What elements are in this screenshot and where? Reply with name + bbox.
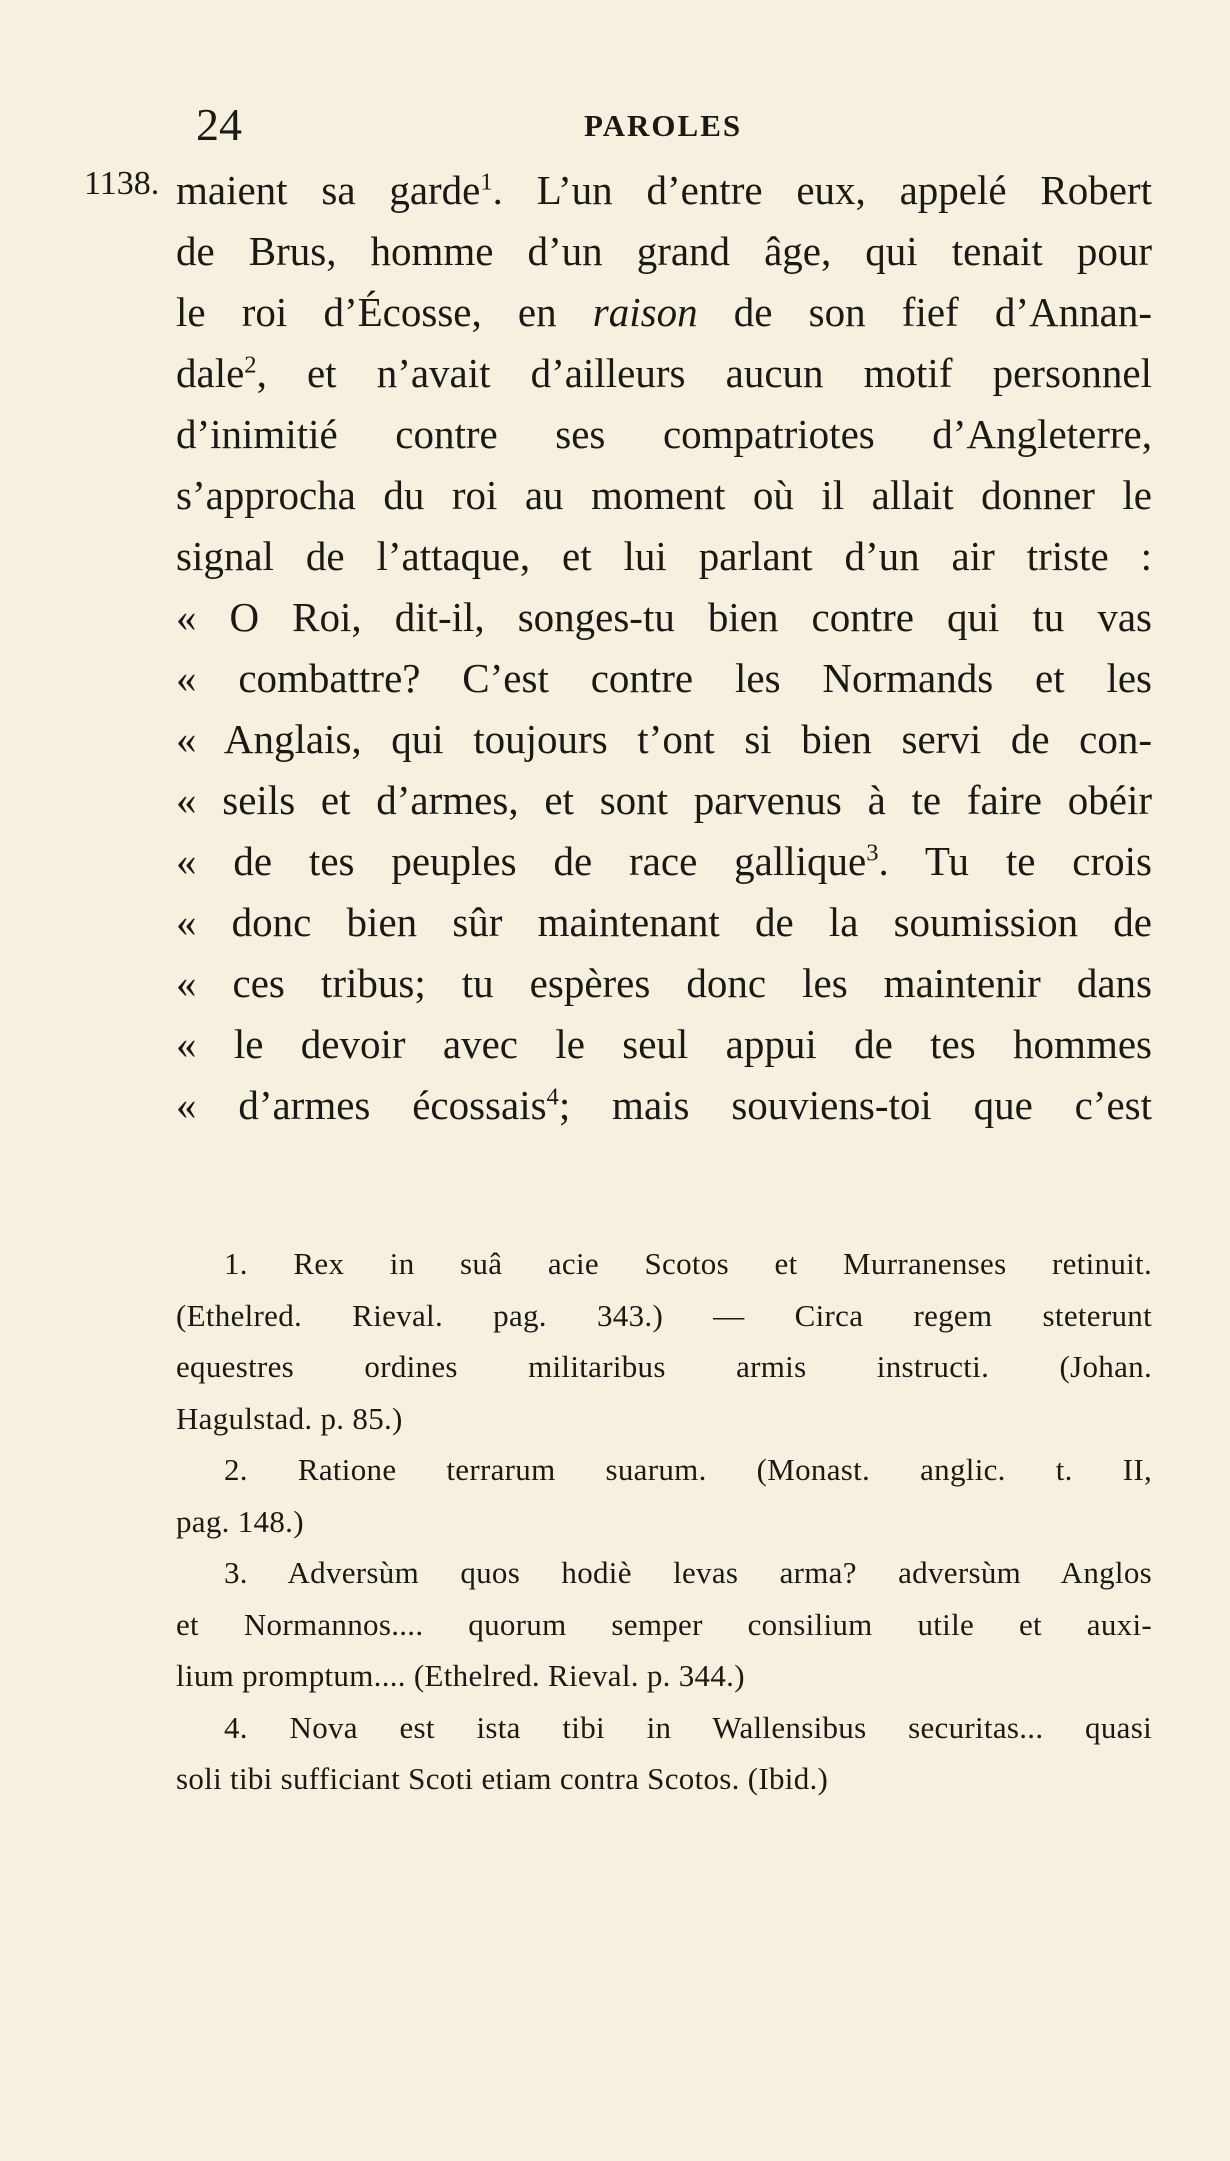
footnote-line: equestres ordines militaribus armis instructi. (Johan. (176, 1349, 1152, 1384)
footnote-line: 1. Rex in suâ acie Scotos et Murranenses retinuit. (224, 1246, 1152, 1281)
footnote-line: et Normannos.... quorum semper consilium utile et auxi- (176, 1606, 1152, 1642)
footnote-line: 4. Nova est ista tibi in Wallensibus securitas... quasi (224, 1709, 1152, 1745)
body-line: « O Roi, dit-il, songes-tu bien contre qui tu vas (176, 594, 1152, 640)
footnote-line: Hagulstad. p. 85.) (176, 1400, 403, 1436)
body-line: « le devoir avec le seul appui de tes hommes (176, 1021, 1152, 1067)
body-line: « Anglais, qui toujours t’ont si bien servi de con- (176, 716, 1152, 762)
body-line: « donc bien sûr maintenant de la soumission de (176, 899, 1152, 945)
body-line: d’inimitié contre ses compatriotes d’Angleterre, (176, 411, 1152, 457)
body-line: « ces tribus; tu espères donc les maintenir dans (176, 960, 1152, 1006)
running-title: PAROLES (584, 108, 743, 143)
body-line: « combattre? C’est contre les Normands et les (176, 655, 1152, 701)
body-line: s’approcha du roi au moment où il allait donner le (176, 472, 1152, 518)
footnote-ref: 3 (866, 839, 879, 867)
body-line: de Brus, homme d’un grand âge, qui tenait pour (176, 228, 1152, 274)
footnote-line: soli tibi sufficiant Scoti etiam contra Scotos. (Ibid.) (176, 1761, 829, 1796)
footnotes (176, 1238, 1152, 1805)
body-line: le roi d’Écosse, en raison de son fief d’Annan- (176, 289, 1152, 335)
body-line: signal de l’attaque, et lui parlant d’un air triste : (176, 533, 1152, 579)
footnote-line: lium promptum.... (Ethelred. Rieval. p. 344.) (176, 1658, 745, 1693)
page-number: 24 (196, 99, 242, 150)
body-line: « seils et d’armes, et sont parvenus à te faire obéir (176, 777, 1152, 823)
footnote-line: pag. 148.) (176, 1503, 304, 1539)
body-line: « d’armes écossais$^4$; mais souviens-toi que c’est (176, 1082, 1152, 1128)
footnote-ref: 2 (244, 351, 257, 379)
body-line: maient sa garde$^1$. L’un d’entre eux, appelé Robert (176, 167, 1152, 213)
body-line: dale$^2$, et n’avait d’ailleurs aucun motif personnel (176, 350, 1152, 396)
body-text (176, 160, 1152, 1136)
page-header (0, 98, 1230, 158)
footnote-line: 3. Adversùm quos hodiè levas arma? adversùm Anglos (224, 1555, 1152, 1590)
footnote-ref: 1 (480, 168, 493, 196)
margin-year: 1138. (84, 165, 160, 202)
footnote-line: 2. Ratione terrarum suarum. (Monast. anglic. t. II, (224, 1452, 1152, 1487)
footnote-line: (Ethelred. Rieval. pag. 343.) — Circa regem steterunt (176, 1297, 1152, 1333)
footnote-ref: 4 (546, 1083, 559, 1111)
body-line: « de tes peuples de race gallique$^3$. Tu te crois (176, 838, 1152, 884)
